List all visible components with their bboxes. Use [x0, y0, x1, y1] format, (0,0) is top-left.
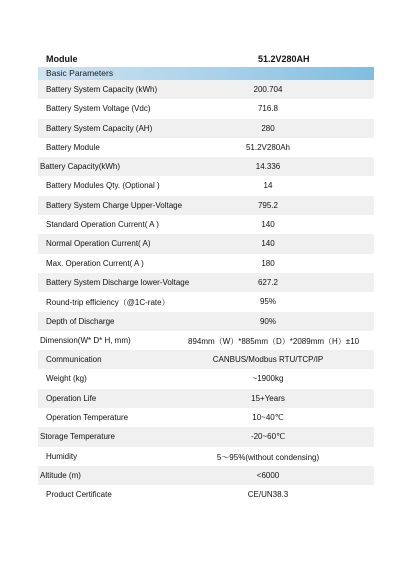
row-value: CANBUS/Modbus RTU/TCP/IP [212, 355, 324, 365]
row-label: Storage Temperature [40, 432, 116, 442]
table-row [38, 176, 374, 195]
module-label: Module [46, 54, 78, 64]
table-row [38, 350, 374, 369]
row-label: Round-trip efficiency（@1C-rate） [46, 298, 170, 308]
row-label: Depth of Discharge [46, 316, 115, 326]
row-label: Battery System Capacity (kWh) [46, 85, 158, 94]
row-label: Humidity [46, 451, 78, 461]
table-row [38, 215, 374, 234]
row-value: ~1900kg [252, 374, 284, 384]
table-row [38, 427, 374, 446]
table-row [38, 485, 374, 504]
row-label: Operation Temperature [46, 413, 129, 423]
row-value: 716.8 [257, 104, 279, 114]
row-label: Battery Modules Qty. (Optional ) [46, 181, 160, 191]
row-value: 627.2 [257, 277, 279, 287]
row-value: 140 [261, 220, 275, 230]
row-value: -20~60℃ [250, 432, 286, 442]
row-value: 180 [261, 258, 275, 268]
table-row [38, 312, 374, 331]
table-row [38, 273, 374, 292]
row-label: Altitude (m) [40, 470, 81, 480]
row-label: Battery System Capacity (AH) [46, 123, 153, 133]
table-row [38, 466, 374, 485]
table-row [38, 196, 374, 215]
row-label: Weight (kg) [46, 374, 87, 384]
row-value: 10~40℃ [252, 413, 284, 423]
table-row [38, 254, 374, 273]
row-label: Battery Module [46, 142, 100, 152]
row-value: 280 [261, 123, 275, 133]
table-row [38, 447, 374, 466]
section-title: Basic Parameters [46, 68, 114, 78]
table-row [38, 80, 374, 99]
table-row [38, 138, 374, 157]
row-label: Dimension(W* D* H, mm) [40, 335, 131, 345]
table-row [38, 408, 374, 427]
row-value: 140 [261, 239, 275, 249]
row-value: 200.704 [253, 85, 283, 94]
section-title-bar [38, 67, 374, 80]
row-label: Battery Capacity(kWh) [40, 162, 121, 172]
row-value: 795.2 [257, 200, 279, 210]
row-label: Battery System Voltage (Vdc) [46, 104, 151, 114]
spec-table-header [38, 52, 374, 67]
row-label: Max. Operation Current( A ) [46, 258, 144, 268]
table-row [38, 331, 374, 350]
row-value: 95% [259, 297, 276, 307]
row-label: Battery System Charge Upper-Voltage [46, 200, 183, 210]
row-value: <6000 [256, 470, 280, 480]
row-label: Communication [46, 355, 102, 365]
row-label: Standard Operation Current( A ) [46, 220, 159, 230]
table-row [38, 234, 374, 253]
table-row [38, 292, 374, 311]
table-row [38, 369, 374, 388]
table-row [38, 119, 374, 138]
spec-table [38, 80, 374, 505]
row-value: 894mm（W）*885mm（D）*2089mm（H）±10 [188, 336, 360, 346]
row-value: 14.336 [255, 162, 281, 172]
table-row [38, 389, 374, 408]
row-label: Product Certificate [46, 490, 112, 500]
table-row [38, 99, 374, 118]
row-label: Normal Operation Current( A) [46, 239, 151, 249]
row-value: CE/UN38.3 [247, 490, 289, 500]
row-value: 15+Years [251, 393, 285, 403]
row-value: 14 [263, 181, 273, 191]
table-row [38, 157, 374, 176]
row-value: 90% [259, 316, 276, 326]
row-value: 51.2V280Ah [245, 142, 291, 152]
row-label: Battery System Discharge lower-Voltage [46, 277, 190, 287]
module-value: 51.2V280AH [258, 54, 310, 64]
row-label: Operation Life [46, 393, 97, 403]
row-value: 5～95%(without condensing) [216, 452, 320, 462]
